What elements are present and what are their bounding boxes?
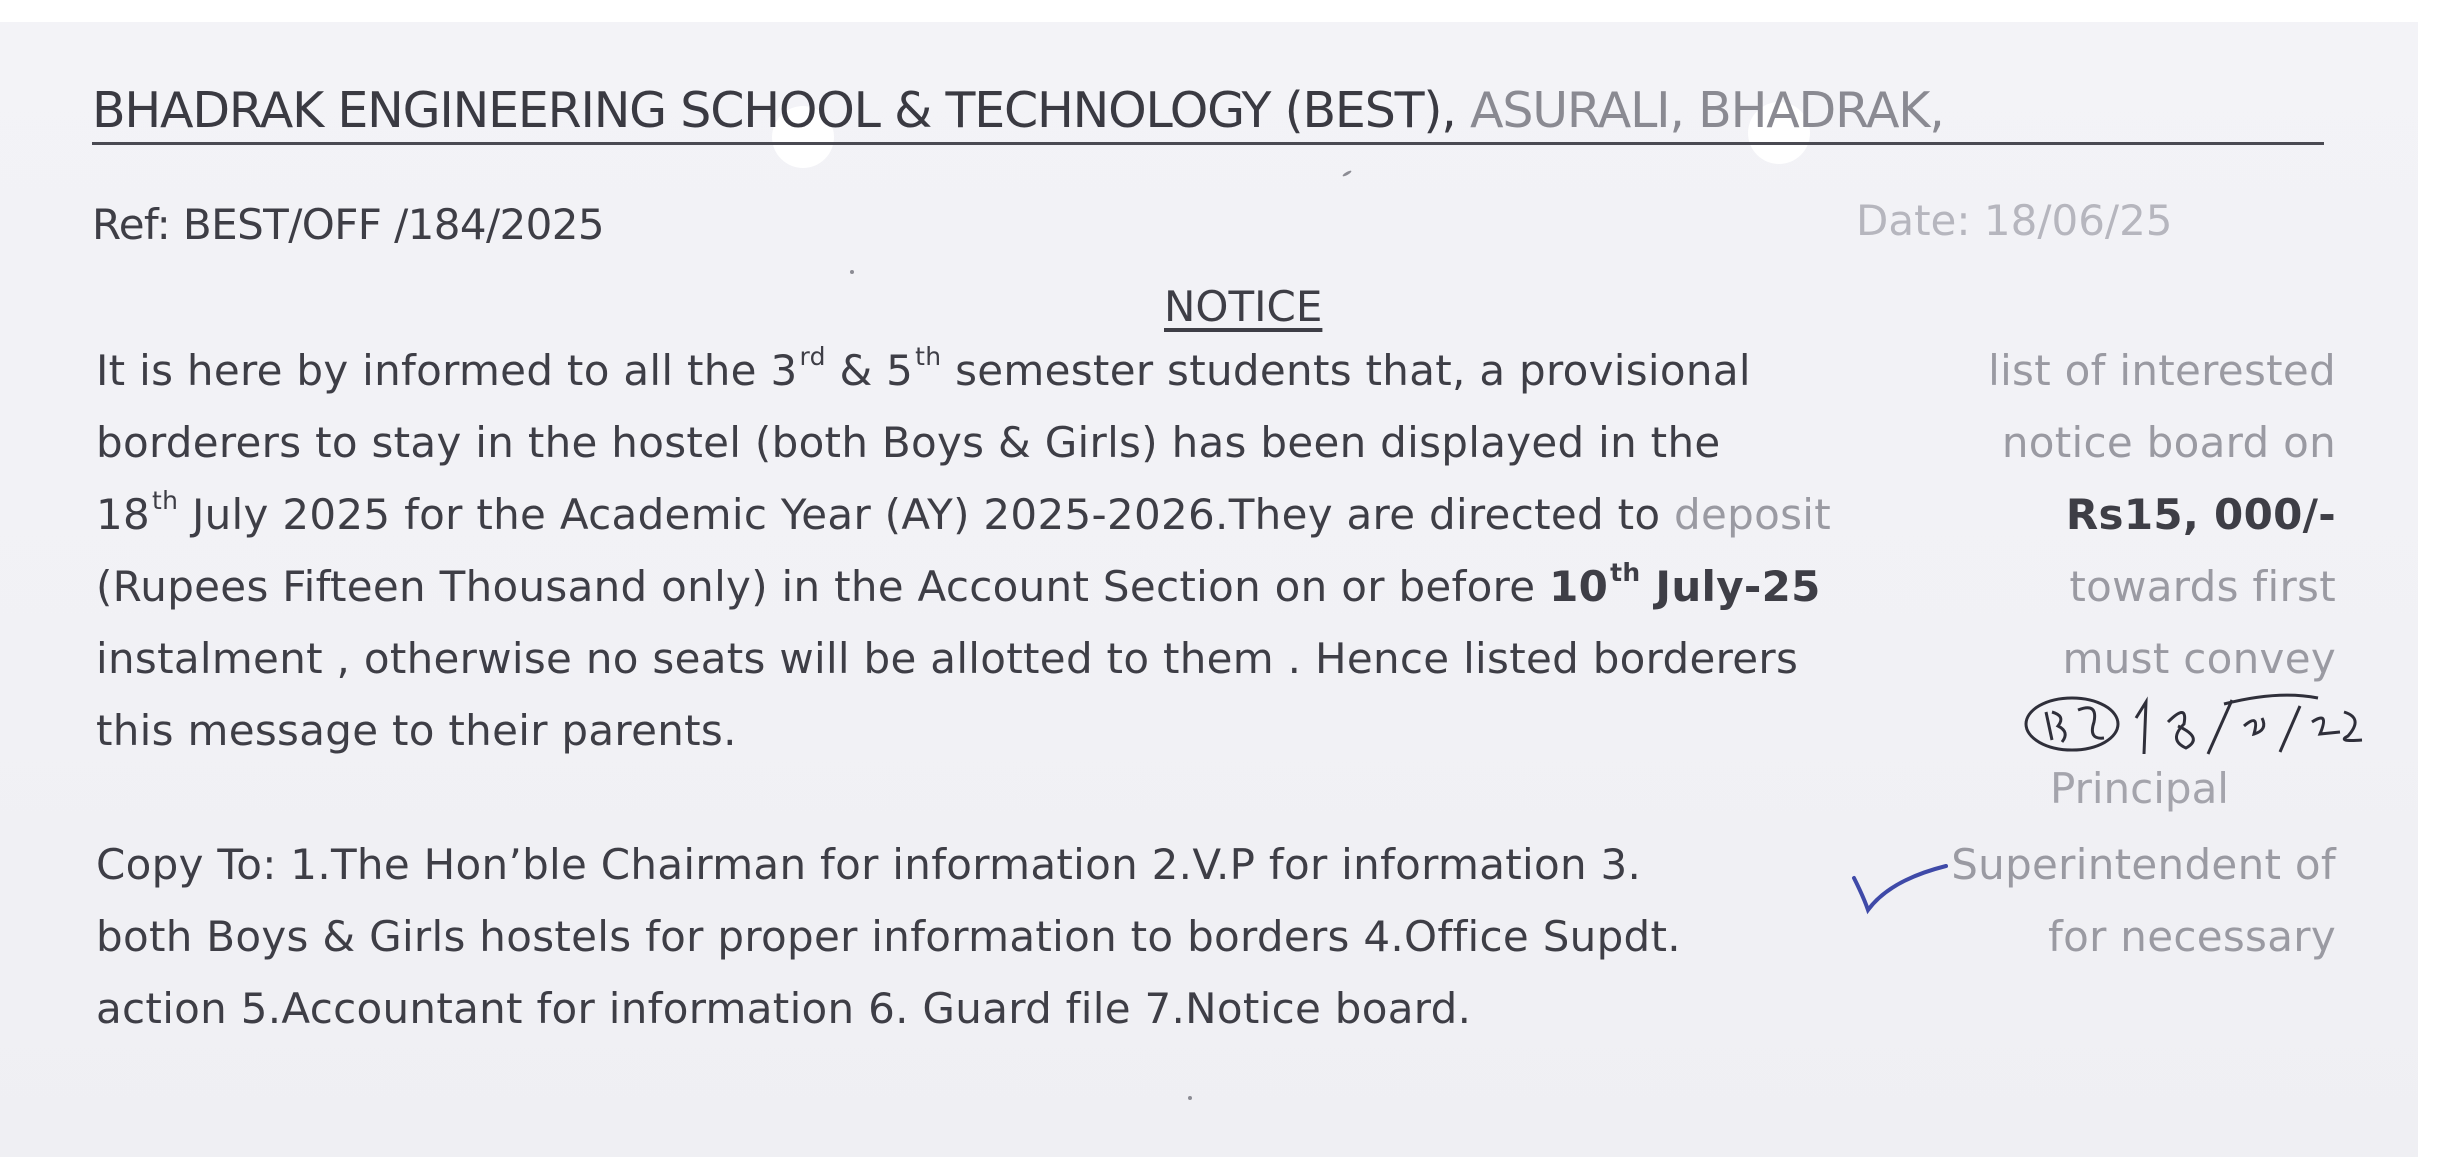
body-text: It is here by informed to all the 3rd & 5th semester students that, a provisional (96, 342, 1751, 395)
copy-to-text: Copy To: 1.The Hon’ble Chairman for information 2.V.P for information 3. (96, 840, 1642, 889)
copy-to-text: both Boys & Girls hostels for proper information to borders 4.Office Supdt. (96, 912, 1681, 961)
body-text: borderers to stay in the hostel (both Boys & Girls) has been displayed in the (96, 418, 1721, 467)
header-name: BHADRAK ENGINEERING SCHOOL & TECHNOLOGY (BEST), (92, 82, 1470, 139)
deposit-amount: Rs15, 000/- (2065, 490, 2336, 539)
body-text-faded: list of interested (1988, 346, 2336, 395)
body-text-faded: notice board on (2001, 418, 2336, 467)
header-location: ASURALI, BHADRAK, (1470, 82, 1944, 139)
paper-speck (850, 270, 854, 274)
notice-date: Date: 18/06/25 (1856, 196, 2173, 245)
paper-speck (1342, 170, 1352, 178)
body-line-5 (96, 634, 2336, 683)
paper-speck (1188, 1096, 1192, 1100)
check-mark-icon (1850, 858, 1950, 918)
copy-to-line-2 (96, 912, 2336, 961)
copy-to-text: action 5.Accountant for information 6. Guard file 7.Notice board. (96, 984, 1472, 1033)
copy-to-line-1 (96, 840, 2336, 889)
body-text-faded: must convey (2062, 634, 2336, 683)
body-line-4 (96, 558, 2336, 611)
reference-number: Ref: BEST/OFF /184/2025 (92, 200, 605, 249)
body-line-2 (96, 418, 2336, 467)
body-text: 18th July 2025 for the Academic Year (AY) 2025-2026.They are directed to deposit (96, 486, 1832, 539)
signatory-title: Principal (2050, 764, 2229, 813)
notice-document (0, 22, 2418, 1157)
notice-title: NOTICE (1164, 282, 1323, 331)
body-line-6 (96, 706, 2336, 755)
copy-to-text-faded: Superintendent of (1951, 840, 2336, 889)
body-line-3 (96, 486, 2336, 539)
body-text: instalment , otherwise no seats will be allotted to them . Hence listed borderers (96, 634, 1799, 683)
body-text: (Rupees Fifteen Thousand only) in the Account Section on or before 10th July-25 (96, 558, 1821, 611)
copy-to-line-3 (96, 984, 2336, 1033)
body-line-1 (96, 342, 2336, 395)
institution-header (92, 82, 2324, 145)
body-text: this message to their parents. (96, 706, 737, 755)
body-text-faded: towards first (2069, 562, 2336, 611)
copy-to-text-faded: for necessary (2047, 912, 2336, 961)
